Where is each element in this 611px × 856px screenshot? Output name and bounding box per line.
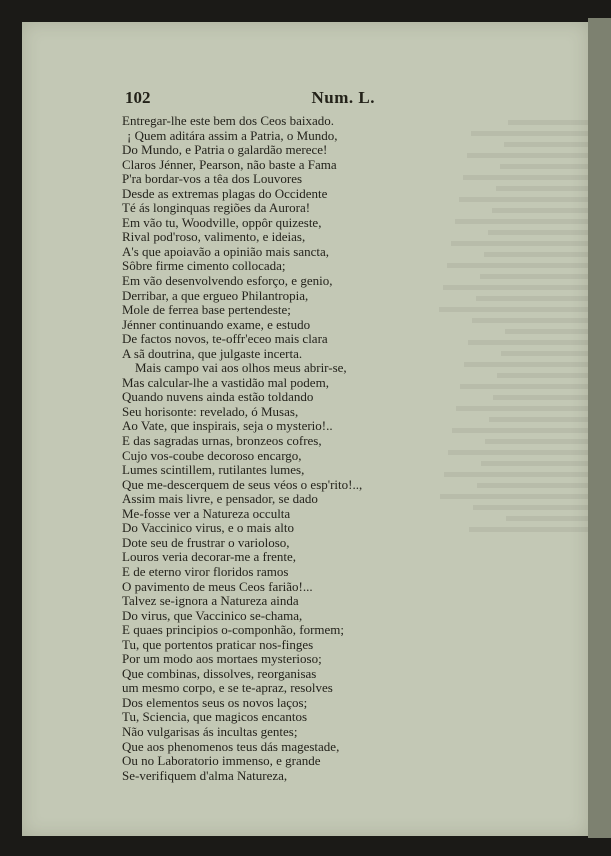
text-line: Se-verifiquem d'alma Natureza,: [122, 767, 288, 783]
show-through-mark: [452, 428, 588, 433]
text-line: Sôbre firme cimento collocada;: [122, 258, 286, 274]
show-through-mark: [471, 131, 588, 136]
show-through-mark: [501, 351, 588, 356]
show-through-mark: [496, 186, 588, 191]
text-line: Tu, Sciencia, que magicos encantos: [122, 709, 308, 725]
text-line: De factos novos, te-offr'eceo mais clara: [122, 331, 328, 347]
show-through-mark: [464, 362, 588, 367]
show-through-mark: [469, 527, 588, 532]
show-through-mark: [493, 395, 588, 400]
show-through-mark: [497, 373, 588, 378]
text-line: Seu horisonte: revelado, ó Musas,: [122, 403, 299, 419]
show-through-mark: [504, 142, 588, 147]
poem-text: [122, 114, 412, 783]
text-line: um mesmo corpo, e se te-apraz, resolves: [122, 680, 333, 696]
show-through-mark: [456, 406, 588, 411]
show-through-mark: [505, 329, 588, 334]
text-line: Me-fosse ver a Natureza occulta: [122, 505, 291, 521]
text-line: Não vulgarisas ás incultas gentes;: [122, 723, 298, 739]
show-through-mark: [468, 340, 588, 345]
text-line: A sã doutrina, que julgaste incerta.: [122, 345, 303, 361]
page-number: 102: [125, 88, 151, 107]
show-through-mark: [439, 307, 588, 312]
show-through-mark: [473, 505, 588, 510]
text-line: Por um modo aos mortaes mysterioso;: [122, 651, 322, 667]
show-through-mark: [476, 296, 588, 301]
show-through-mark: [447, 263, 588, 268]
text-line: Mas calcular-lhe a vastidão mal podem,: [122, 374, 329, 390]
text-line: Dos elementos seus os novos laços;: [122, 694, 308, 710]
text-line: Claros Jénner, Pearson, não baste a Fama: [122, 156, 337, 172]
text-line: Dote seu de frustrar o varioloso,: [122, 534, 290, 550]
text-line: Do Mundo, e Patria o galardão merece!: [122, 142, 328, 158]
running-title: Num. L.: [311, 88, 375, 107]
text-line: Cujo vos-coube decoroso encargo,: [122, 447, 302, 463]
text-line: Que combinas, dissolves, reorganisas: [122, 665, 317, 681]
text-line: P'ra bordar-vos a têa dos Louvores: [122, 171, 303, 187]
show-through-mark: [484, 252, 588, 257]
text-line: Quando nuvens ainda estão toldando: [122, 389, 314, 405]
text-line: O pavimento de meus Ceos farião!...: [122, 578, 313, 594]
text-line: E de eterno viror floridos ramos: [122, 563, 289, 579]
text-line: Do Vaccinico virus, e o mais alto: [122, 520, 294, 536]
text-line: Que aos phenomenos teus dás magestade,: [122, 738, 340, 754]
text-line: Entregar-lhe este bem dos Ceos baixado.: [122, 113, 335, 128]
text-line: E das sagradas urnas, bronzeos cofres,: [122, 433, 322, 449]
show-through-mark: [500, 164, 588, 169]
text-line: A's que apoiavão a opinião mais sancta,: [122, 243, 330, 259]
text-line: Em vão tu, Woodville, oppôr quizeste,: [122, 214, 322, 230]
show-through-mark: [492, 208, 588, 213]
text-line: Desde as extremas plagas do Occidente: [122, 185, 328, 201]
adjacent-page-edge: [588, 18, 611, 838]
show-through-mark: [463, 175, 588, 180]
show-through-mark: [455, 219, 588, 224]
text-line: Ou no Laboratorio immenso, e grande: [122, 753, 321, 769]
show-through-mark: [488, 230, 588, 235]
text-line: Tu, que portentos praticar nos-finges: [122, 636, 314, 652]
text-line: Talvez se-ignora a Natureza ainda: [122, 593, 299, 609]
show-through-mark: [480, 274, 588, 279]
show-through-mark: [481, 461, 588, 466]
show-through-mark: [485, 439, 588, 444]
text-line: Em vão desenvolvendo esforço, e genio,: [122, 273, 333, 289]
text-line: Derribar, a que ergueo Philantropia,: [122, 287, 309, 303]
text-line: Lumes scintillem, rutilantes lumes,: [122, 462, 305, 478]
show-through-mark: [459, 197, 588, 202]
text-line: Assim mais livre, e pensador, se dado: [122, 491, 318, 507]
show-through-mark: [440, 494, 588, 499]
show-through-mark: [448, 450, 588, 455]
show-through-mark: [467, 153, 588, 158]
text-line: Rival pod'roso, valimento, e ideias,: [122, 229, 306, 245]
page-header: [125, 88, 375, 110]
show-through-text: [418, 114, 588, 754]
show-through-mark: [506, 516, 588, 521]
show-through-mark: [472, 318, 588, 323]
text-line: Do virus, que Vaccinico se-chama,: [122, 607, 303, 623]
text-line: E quaes principios o-componhão, formem;: [122, 622, 345, 638]
text-line: Jénner continuando exame, e estudo: [122, 316, 311, 332]
show-through-mark: [489, 417, 588, 422]
show-through-mark: [444, 472, 588, 477]
show-through-mark: [443, 285, 588, 290]
text-line: Mole de ferrea base pertendeste;: [122, 302, 291, 318]
text-line: Té ás longinquas regiões da Aurora!: [122, 200, 311, 216]
show-through-mark: [451, 241, 588, 246]
show-through-mark: [508, 120, 588, 125]
text-line: Mais campo vai aos olhos meus abrir-se,: [135, 360, 347, 376]
text-line: ¡ Quem aditára assim a Patria, o Mundo,: [127, 127, 338, 143]
show-through-mark: [460, 384, 588, 389]
text-line: Louros veria decorar-me a frente,: [122, 549, 297, 565]
show-through-mark: [477, 483, 588, 488]
text-line: Que me-descerquem de seus véos o esp'rito!..,: [122, 476, 363, 492]
text-line: Ao Vate, que inspirais, seja o mysterio!..: [122, 418, 333, 434]
